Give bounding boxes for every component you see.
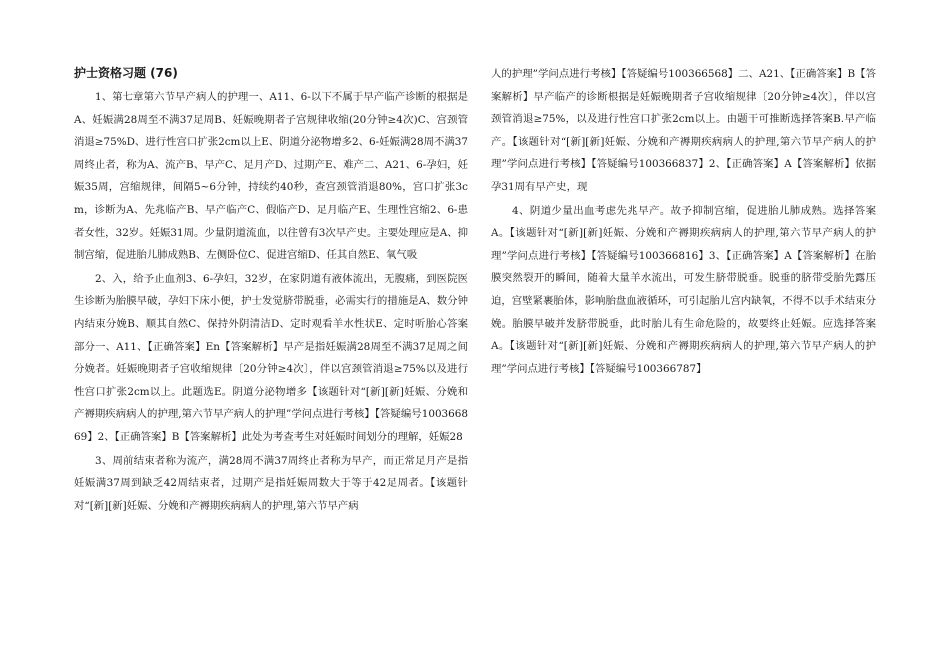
left-column	[74, 62, 468, 518]
paragraph-2: 2、入，给予止血剂3、6-孕妇，32岁，在家阴道有液体流出，无腹痛，到医院医生诊断为胎膜早破，孕妇下床小便，护士发觉脐带脱垂，必需实行的措施是A、数分钟内结束分娩B、顺其自然C、保持外阴清洁D、定时观看羊水性状E、定时听胎心答案部分一、A11、【正确答案】En【答案解析】早产是指妊娠满28周至不满37足周之间分娩者。妊娠晚期者子宫收缩规律〔20分钟≥4次〕，伴以宫颈管消退≥75%以及进行性宫口扩张2cm以上。此题选E。阴道分泌物增多【该题针对“[新][新]妊娠、分娩和产褥期疾病病人的护理,第六节早产病人的护理”学问点进行考核】【答疑编号100366869】2、【正确答案】B【答案解析】此处为考查考生对妊娠时间划分的理解，妊娠28	[74, 272, 468, 443]
right-column	[491, 63, 876, 381]
paragraph-1: 1、第七章第六节早产病人的护理一、A11、6-以下不属于早产临产诊断的根据是A、妊娠满28周至不满37足周B、妊娠晚期者子宫规律收缩(20分钟≥4次)C、宫颈管消退≥75%D、进行性宫口扩张2cm以上E、阴道分泌物增多2、6-妊娠满28周不满37周终止者，称为A、流产B、早产C、足月产D、过期产E、难产二、A21、6-孕妇，妊娠35周，宫缩规律，间隔5~6分钟，持续约40秒，查宫颈管消退80%，宫口扩张3cm，诊断为A、先兆临产B、早产临产C、假临产D、足月临产E、生理性宫缩2、6-患者女性，32岁。妊娠31周。少量阴道流血，以往曾有3次早产史。主要处理应是A、抑制宫缩，促进胎儿肺成熟B、左侧卧位C、促进宫缩D、任其自然E、氧气吸	[74, 91, 468, 262]
paragraph-4: 4、阴道少量出血考虑先兆早产。故予抑制宫缩，促进胎儿肺成熟。选择答案A。【该题针对“[新][新]妊娠、分娩和产褥期疾病病人的护理,第六节早产病人的护理”学问点进行考核】【答疑编号100366816】3、【正确答案】A【答案解析】在胎膜突然裂开的瞬间，随着大量羊水流出，可发生脐带脱垂。脱垂的脐带受胎先露压迫，宫壁紧裹胎体，影响胎盘血液循环，可引起胎儿宫内缺氧，不得不以手术结束分娩。胎膜早破并发脐带脱垂，此时胎儿有生命危险的，故要终止妊娠。应选择答案A。【该题针对“[新][新]妊娠、分娩和产褥期疾病病人的护理,第六节早产病人的护理”学问点进行考核】【答疑编号100366787】	[491, 204, 876, 375]
document-title: 护士资格习题 (76)	[74, 66, 178, 80]
paragraph-3: 3、周前结束者称为流产，满28周不满37周终止者称为早产，而正常足月产是指妊娠满37周到缺乏42周结束者，过期产是指妊娠周数大于等于42足周者。【该题针对“[新][新]妊娠、分娩和产褥期疾病病人的护理,第六节早产病	[74, 454, 468, 512]
paragraph-3-continued: 人的护理”学问点进行考核】【答疑编号100366568】二、A21、【正确答案】B【答案解析】早产临产的诊断根据是妊娠晚期者子宫收缩规律〔20分钟≥4次〕，伴以宫颈管消退≥75%，以及进行性宫口扩张2cm以上。由题干可推断选择答案B.早产临产。【该题针对“[新][新]妊娠、分娩和产褥期疾病病人的护理,第六节早产病人的护理”学问点进行考核】【答疑编号100366837】2、【正确答案】A【答案解析】依据孕31周有早产史，现	[491, 68, 876, 193]
